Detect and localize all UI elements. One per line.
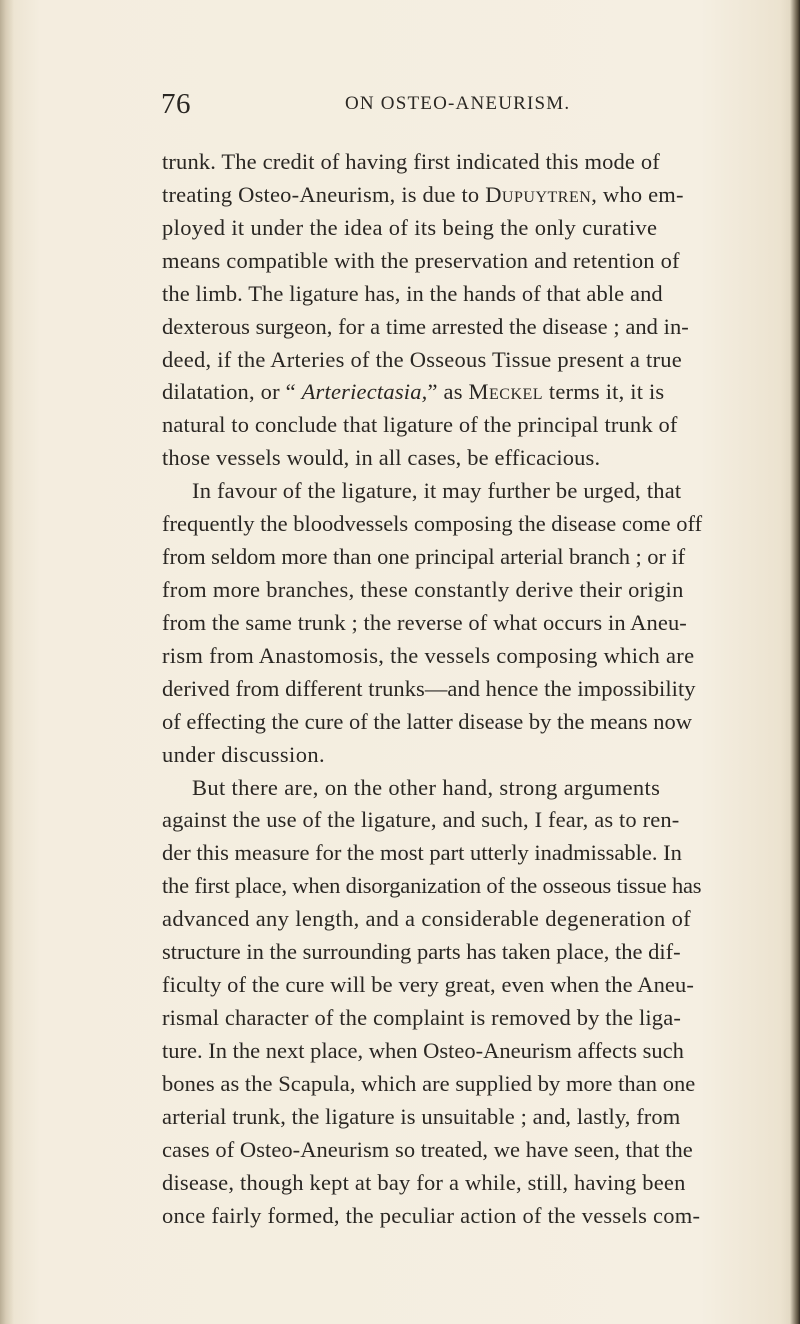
text-line: cases of Osteo-Aneurism so treated, we have seen, that the	[162, 1136, 693, 1162]
text-line: from the same trunk ; the reverse of what occurs in Aneu-	[162, 609, 687, 635]
text-run: terms it, it is	[543, 379, 665, 405]
text-line: frequently the bloodvessels composing the disease come off	[162, 511, 703, 537]
text-line: the limb. The ligature has, in the hands of that able and	[162, 280, 663, 306]
text-line-with-name	[162, 179, 755, 212]
text-line: rismal character of the complaint is removed by the liga-	[162, 1004, 681, 1030]
text-line: under discussion.	[162, 741, 326, 767]
text-line: bones as the Scapula, which are supplied by more than one	[162, 1070, 696, 1096]
text-line: means compatible with the preservation and retention of	[162, 247, 680, 273]
running-head: ON OSTEO-ANEURISM.	[345, 93, 571, 114]
term-arteriectasia: Arteriectasia,	[301, 379, 428, 405]
page-number: 76	[161, 88, 191, 120]
text-line: trunk. The credit of having first indicated this mode of	[162, 149, 660, 174]
page-edge-shadow	[790, 0, 800, 1324]
text-line: the first place, when disorganization of the osseous tissue has	[162, 873, 702, 899]
paragraph-start: In favour of the ligature, it may further be urged, that	[192, 478, 682, 504]
page-header	[161, 84, 713, 124]
person-name-meckel: Meckel	[468, 379, 544, 405]
text-line: disease, though kept at bay for a while, still, having been	[162, 1169, 686, 1195]
text-line: rism from Anastomosis, the vessels composing which are	[162, 642, 695, 668]
text-run: treating Osteo-Aneurism, is due to	[162, 181, 486, 207]
text-line: derived from different trunks—and hence the impossibility	[162, 675, 696, 701]
text-line: natural to conclude that ligature of the principal trunk of	[162, 412, 678, 438]
person-name-dupuytren: Dupuytren	[485, 181, 592, 207]
text-line: advanced any length, and a considerable degeneration of	[162, 906, 692, 932]
text-run: dilatation, or “	[162, 379, 302, 405]
text-line: ployed it under the idea of its being the only curative	[162, 214, 658, 240]
text-line: from more branches, these constantly derive their origin	[162, 576, 684, 602]
body-text	[162, 146, 755, 1232]
text-run: ” as	[427, 379, 469, 405]
text-line: arterial trunk, the ligature is unsuitable ; and, lastly, from	[162, 1103, 681, 1129]
paragraph-start: But there are, on the other hand, strong arguments	[192, 774, 661, 800]
text-line-with-term	[162, 376, 755, 409]
text-line: structure in the surrounding parts has taken place, the dif-	[162, 939, 681, 965]
text-line: ficulty of the cure will be very great, even when the Aneu-	[162, 972, 694, 998]
text-run: , who em-	[591, 181, 684, 207]
text-line: against the use of the ligature, and such, I fear, as to ren-	[162, 807, 680, 833]
text-line: dexterous surgeon, for a time arrested the disease ; and in-	[162, 313, 689, 339]
text-line: those vessels would, in all cases, be efficacious.	[162, 445, 601, 471]
text-line: once fairly formed, the peculiar action of the vessels com-	[162, 1202, 701, 1228]
binding-gutter	[0, 0, 14, 1324]
text-line: deed, if the Arteries of the Osseous Tissue present a true	[162, 346, 683, 372]
text-line: from seldom more than one principal arterial branch ; or if	[162, 544, 686, 570]
text-line: ture. In the next place, when Osteo-Aneurism affects such	[162, 1037, 684, 1063]
text-line: der this measure for the most part utterly inadmissable. In	[162, 840, 682, 866]
text-line: of effecting the cure of the latter disease by the means now	[162, 708, 693, 734]
